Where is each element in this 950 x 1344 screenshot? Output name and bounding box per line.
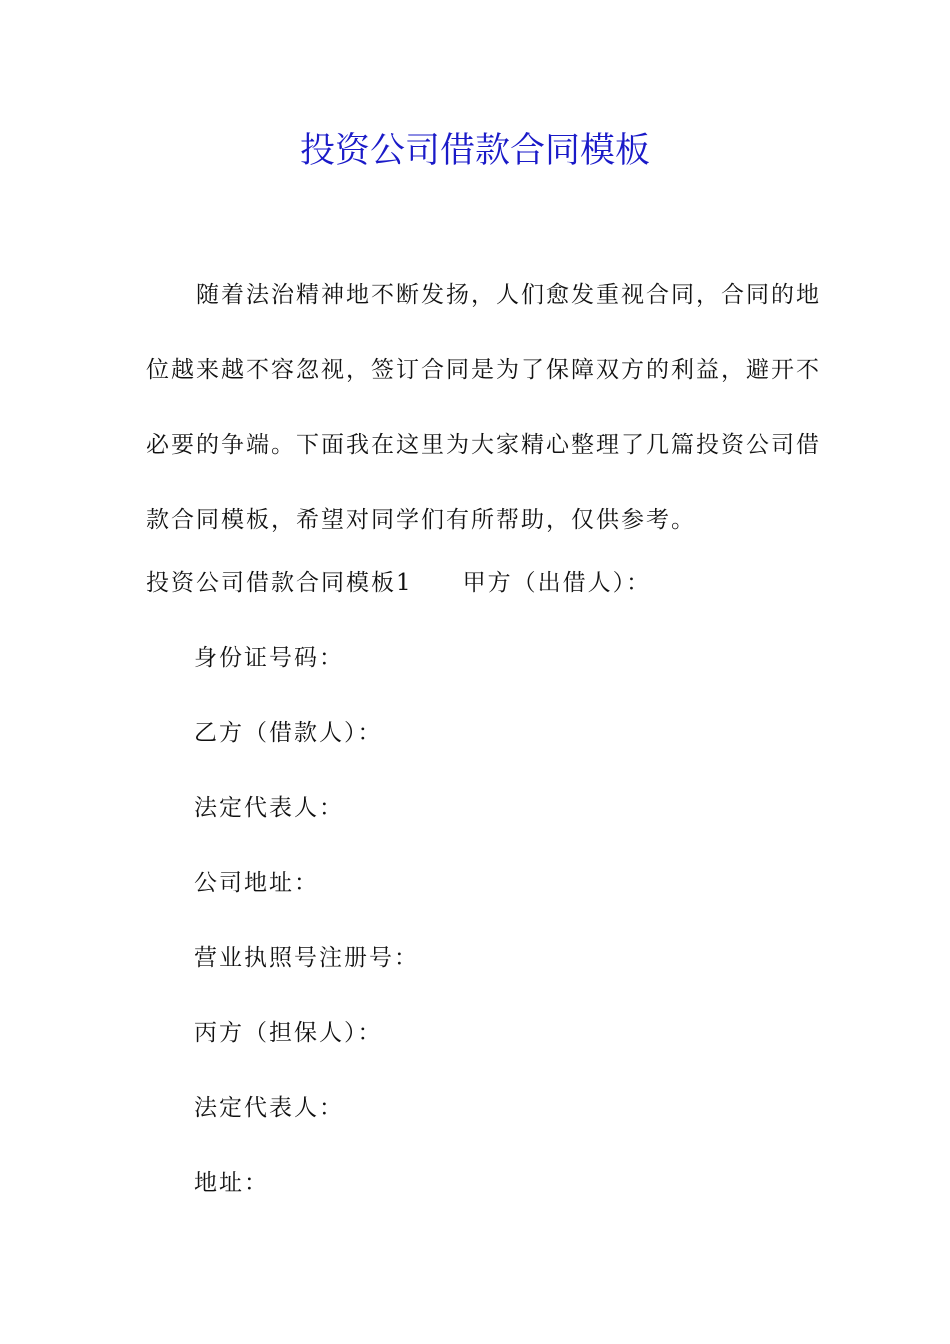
intro-line: 随着法治精神地不断发扬，人们愈发重视合同，合同的地 (146, 282, 821, 308)
document-title: 投资公司借款合同模板 (299, 131, 650, 171)
field-legal-representative-c: 法定代表人： (194, 1095, 344, 1121)
field-business-license: 营业执照号注册号： (194, 945, 419, 971)
intro-paragraph (146, 258, 821, 558)
field-party-b: 乙方（借款人）： (194, 720, 383, 746)
field-id-number: 身份证号码： (194, 645, 344, 671)
field-legal-representative: 法定代表人： (194, 795, 344, 821)
contract-fields (194, 621, 419, 1221)
intro-line: 必要的争端。下面我在这里为大家精心整理了几篇投资公司借 (146, 432, 821, 458)
intro-line: 款合同模板，希望对同学们有所帮助，仅供参考。 (146, 507, 696, 533)
section-heading-row (146, 546, 651, 621)
field-company-address: 公司地址： (194, 870, 319, 896)
section-heading: 投资公司借款合同模板1 (146, 570, 413, 596)
party-a-label: 甲方（出借人）： (462, 570, 652, 596)
field-party-c: 丙方（担保人）： (194, 1020, 383, 1046)
field-address: 地址： (194, 1170, 269, 1196)
intro-line: 位越来越不容忽视，签订合同是为了保障双方的利益，避开不 (146, 357, 821, 383)
